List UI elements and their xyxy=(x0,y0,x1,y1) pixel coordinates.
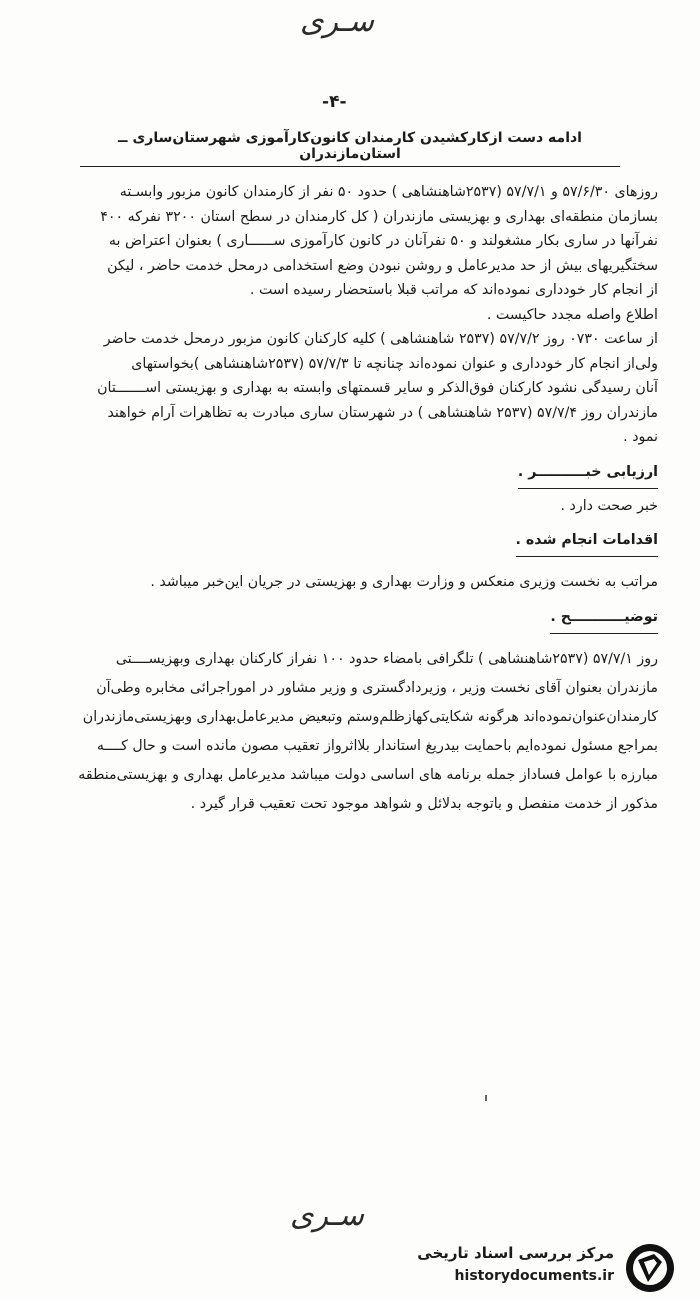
paragraph-3 xyxy=(38,327,658,450)
text-line: مبارزه با عوامل فساداز جمله برنامه های اساسی دولت میباشد مدیرعامل بهداری و بهزیستی‌منطقه xyxy=(78,766,658,783)
classification-stamp-top: سـرى xyxy=(300,4,374,39)
text-line: کارمندان‌عنوان‌نموده‌اند هرگونه شکایتی‌کهازظلم‌وستم وتبعیض مدیرعامل‌بهداری وبهزیستی‌مازندران xyxy=(82,708,658,725)
archive-watermark xyxy=(417,1240,690,1296)
assessment-text: خبر صحت دارد . xyxy=(560,497,658,514)
text-line: روزهای ۵۷/۶/۳۰ و ۵۷/۷/۱ (۲۵۳۷شاهنشاهی ) حدود ۵۰ نفر از کارمندان کانون مزبور وابسـته xyxy=(119,184,658,200)
text-line: آنان رسیدگی نشود کارکنان فوق‌الذکر و سایر قسمتهای وابسته به بهداری و بهزیستی اســـــــتان xyxy=(97,380,658,396)
document-title: ادامه دست ازکارکشیدن کارمندان کانون‌کارآموزی شهرستان‌ساری ــ استان‌مازندران xyxy=(80,130,620,167)
archive-logo-icon xyxy=(624,1242,676,1294)
text-line: بمراجع مسئول نموده‌ایم باحمایت بیدریغ استاندار بلااثرواز تعقیب مصون مانده است و حال کــــه xyxy=(96,737,658,754)
text-line: سختگیریهای بیش از حد مدیرعامل و روشن نبودن وضع استخدامی درمحل خدمت حاضر ، لیکن xyxy=(107,257,658,274)
note-heading: توضیـــــــــــح . xyxy=(38,603,658,631)
text-line: نفرآنها در ساری بکار مشغولند و ۵۰ نفرآنان در کانون کارآموزی ســــــاری ) بعنوان اعتراض به xyxy=(108,233,658,249)
paragraph-1 xyxy=(38,180,658,303)
actions-heading: اقدامات انجام شده . xyxy=(38,526,658,554)
text-line: اطلاع واصله مجدد حاکیست . xyxy=(486,306,658,323)
text-line: مازندران بعنوان آقای نخست وزیر ، وزیردادگستری و وزیر مشاور در اموراجرائی مخابره وطی‌آن xyxy=(96,679,658,696)
note-paragraph xyxy=(38,647,658,821)
text-line: بسازمان منطقه‌ای بهداری و بهزیستی مازندران ( کل کارمندان در سطح استان ۳۲۰۰ نفرکه ۴۰۰ xyxy=(100,208,658,225)
actions-text: مراتب به نخست وزیری منعکس و وزارت بهداری و بهزیستی در جریان این‌خبر میباشد . xyxy=(150,574,658,590)
paragraph-2 xyxy=(38,303,658,328)
assessment-heading: ارزیابی خبــــــــــر . xyxy=(38,458,658,486)
text-line: مازندران روز ۵۷/۷/۴ (۲۵۳۷ شاهنشاهی ) در شهرستان ساری مبادرت به تظاهرات آرام خواهند xyxy=(107,404,658,421)
classification-stamp-bottom: سـرى xyxy=(290,1198,364,1233)
text-line: روز ۵۷/۷/۱ (۲۵۳۷شاهنشاهی ) تلگرافی بامضاء حدود ۱۰۰ نفراز کارکنان بهداری وبهزیســــتی xyxy=(115,650,658,667)
document-body xyxy=(38,180,658,821)
archive-name: مرکز بررسی اسناد تاریخی xyxy=(417,1244,614,1262)
text-line: نمود . xyxy=(623,429,658,445)
scan-speck xyxy=(485,1095,487,1101)
text-line: ولی‌از انجام کار خودداری و عنوان نموده‌اند چنانچه تا ۵۷/۷/۳ (۲۵۳۷شاهنشاهی )بخواستهای xyxy=(131,355,658,372)
archive-url: historydocuments.ir xyxy=(454,1268,614,1284)
text-line: از انجام کار خودداری نموده‌اند که مراتب قبلا باستحضار رسیده است . xyxy=(249,282,658,298)
page-number: -۴- xyxy=(322,92,347,112)
text-line: از ساعت ۰۷۳۰ روز ۵۷/۷/۲ (۲۵۳۷ شاهنشاهی ) کلیه کارکنان کانون مزبور درمحل خدمت حاضر xyxy=(103,331,658,347)
text-line: مذکور از خدمت منفصل و باتوجه بدلائل و شواهد موجود تحت تعقیب قرار گیرد . xyxy=(190,795,658,812)
